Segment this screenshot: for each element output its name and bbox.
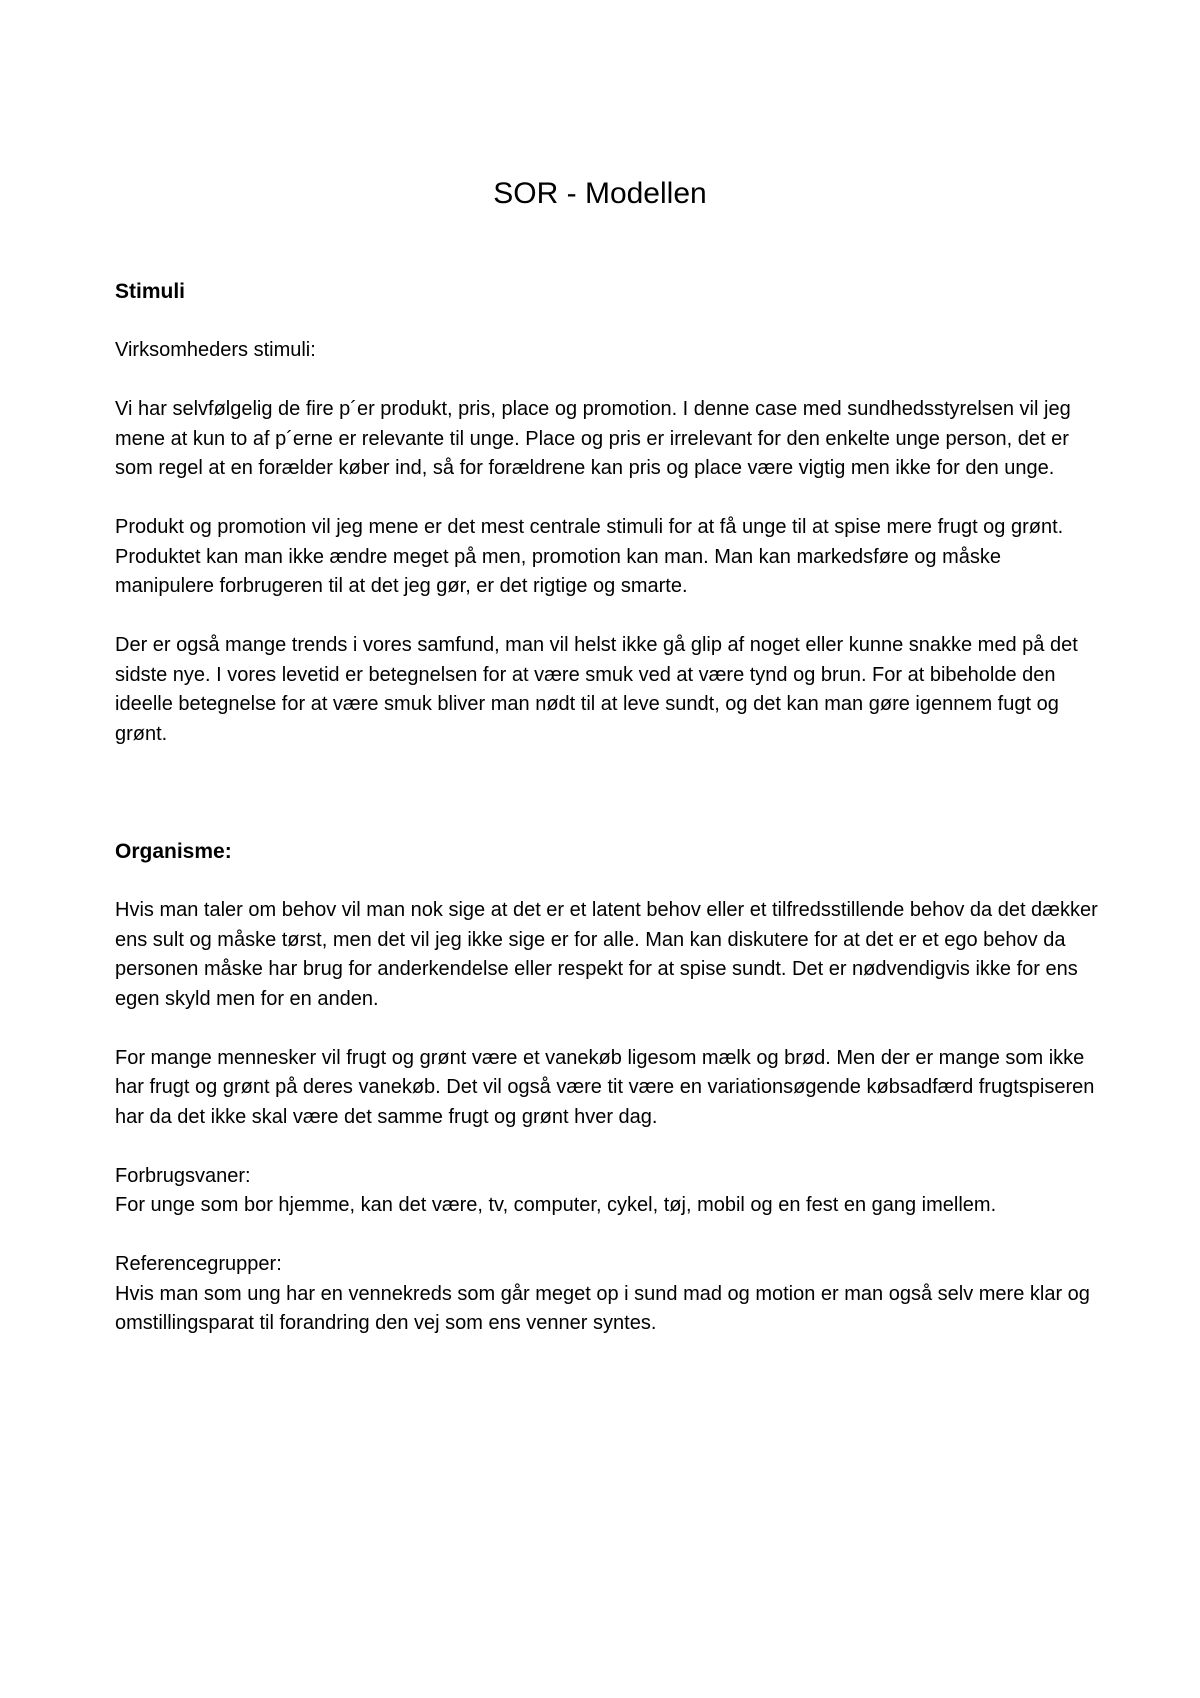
document-title: SOR - Modellen bbox=[493, 177, 707, 210]
section-heading-stimuli: Stimuli bbox=[115, 280, 186, 303]
subheading-referencegrupper: Referencegrupper: bbox=[115, 1253, 282, 1275]
paragraph: Hvis man taler om behov vil man nok sige at det er et latent behov eller et tilfredsstillende behov da det dækker ens sult og måske tørst, men det vil jeg ikke sige er for alle. Man kan diskutere for at det er et ego behov da personen måske har brug for anderkendelse eller respekt for at spise sundt. Det er nødvendigvis ikke for ens egen skyld men for en anden. bbox=[115, 899, 1098, 1010]
document-body bbox=[115, 277, 1105, 1339]
subheading-virksomheders-stimuli: Virksomheders stimuli: bbox=[115, 339, 316, 361]
paragraph: Hvis man som ung har en vennekreds som går meget op i sund mad og motion er man også selv mere klar og omstillingsparat til forandring den vej som ens venner syntes. bbox=[115, 1282, 1090, 1334]
paragraph: For unge som bor hjemme, kan det være, tv, computer, cykel, tøj, mobil og en fest en gang imellem. bbox=[115, 1194, 997, 1216]
section-heading-organisme: Organisme: bbox=[115, 840, 232, 863]
paragraph: Vi har selvfølgelig de fire p´er produkt, pris, place og promotion. I denne case med sundhedsstyrelsen vil jeg mene at kun to af p´erne er relevante til unge. Place og pris er irrelevant for den enkelte unge person, det er som regel at en forælder køber ind, så for forældrene kan pris og place være vigtig men ikke for den unge. bbox=[115, 398, 1071, 479]
paragraph: For mange mennesker vil frugt og grønt være et vanekøb ligesom mælk og brød. Men der er mange som ikke har frugt og grønt på deres vanekøb. Det vil også være tit være en variationsøgende købsadfærd frugtspiseren har da det ikke skal være det samme frugt og grønt hver dag. bbox=[115, 1046, 1095, 1128]
paragraph: Produkt og promotion vil jeg mene er det mest centrale stimuli for at få unge til at spise mere frugt og grønt. Produktet kan man ikke ændre meget på men, promotion kan man. Man kan markedsføre og måske manipulere forbrugeren til at det jeg gør, er det rigtige og smarte. bbox=[115, 516, 1064, 597]
subheading-forbrugsvaner: Forbrugsvaner: bbox=[115, 1164, 251, 1187]
paragraph: Der er også mange trends i vores samfund, man vil helst ikke gå glip af noget eller kunne snakke med på det sidste nye. I vores levetid er betegnelsen for at være smuk ved at være tynd og brun. For at bibeholde den ideelle betegnelse for at være smuk bliver man nødt til at leve sundt, og det kan man gøre igennem fugt og grønt. bbox=[115, 634, 1078, 745]
